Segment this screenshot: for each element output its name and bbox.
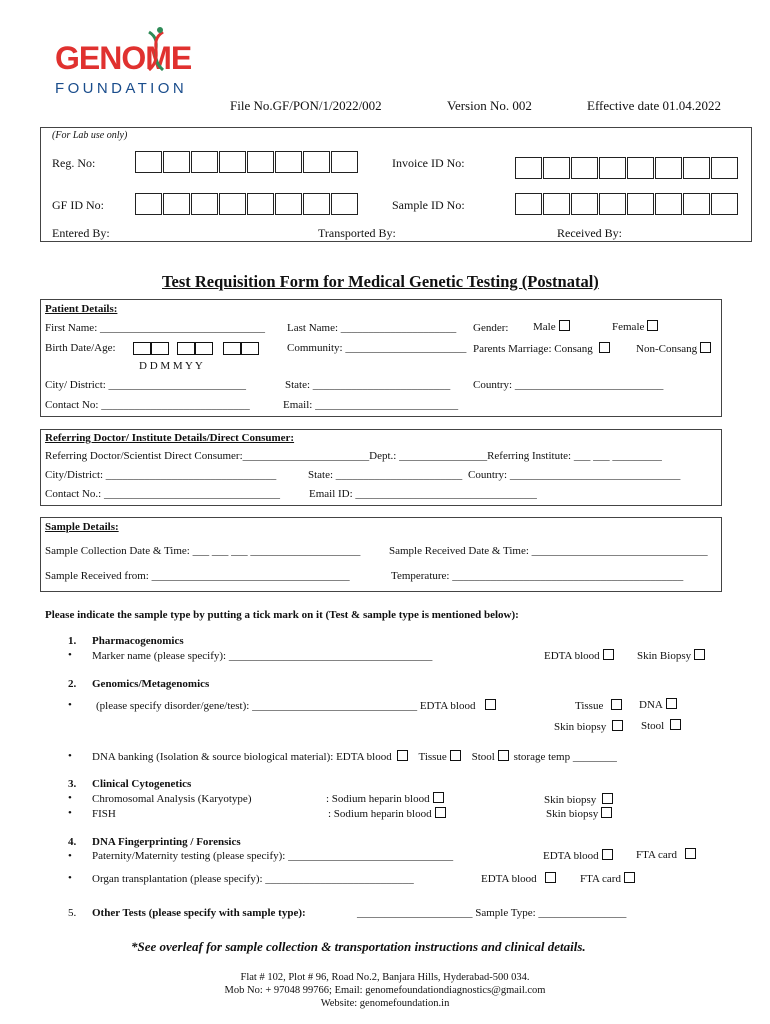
non-consang-option[interactable]: Non-Consang (636, 342, 711, 355)
lab-use-note: (For Lab use only) (52, 130, 128, 141)
karyotype-skin-checkbox[interactable] (602, 793, 613, 804)
received-datetime-field[interactable]: Sample Received Date & Time: ________________________________ (389, 545, 708, 557)
bullet: • (68, 649, 72, 661)
genomics-stool-checkbox[interactable] (670, 719, 681, 730)
organ-field[interactable]: Organ transplantation (please specify): ___________________________ (92, 873, 414, 885)
gender-label: Gender: (473, 322, 509, 334)
community-field[interactable]: Community: ______________________ (287, 342, 467, 354)
section-number: 5. (68, 907, 77, 919)
disorder-field[interactable]: (please specify disorder/gene/test): ______________________________ EDTA blood (96, 699, 496, 712)
paternity-fta-option[interactable]: FTA card (636, 848, 696, 861)
genomics-edta-checkbox[interactable] (485, 699, 496, 710)
genomics-heading: Genomics/Metagenomics (92, 678, 210, 690)
genomics-skin-option[interactable]: Skin biopsy (554, 720, 623, 733)
invoice-id-boxes[interactable] (515, 157, 739, 179)
reg-no-label: Reg. No: (52, 156, 96, 170)
sample-details-heading: Sample Details: (45, 521, 119, 533)
reg-no-boxes[interactable] (135, 151, 359, 173)
patient-details-heading: Patient Details: (45, 303, 118, 315)
genomics-tissue-option[interactable]: Tissue (575, 699, 622, 712)
fish-skin-checkbox[interactable] (601, 807, 612, 818)
bullet: • (68, 792, 72, 804)
banking-edta-checkbox[interactable] (397, 750, 408, 761)
gf-id-label: GF ID No: (52, 198, 105, 212)
gender-male[interactable]: Male (533, 320, 570, 333)
pharma-skin-option[interactable]: Skin Biopsy (637, 649, 705, 662)
karyotype-label: Chromosomal Analysis (Karyotype) (92, 793, 252, 805)
bullet: • (68, 807, 72, 819)
marker-name-field[interactable]: Marker name (please specify): _____________________________________ (92, 650, 433, 662)
pharma-skin-checkbox[interactable] (694, 649, 705, 660)
gender-female[interactable]: Female (612, 320, 658, 333)
lab-use-box (40, 127, 752, 242)
dna-helix-icon (143, 26, 169, 76)
footer-address: Flat # 102, Plot # 96, Road No.2, Banjara Hills, Hyderabad-500 034. (240, 972, 530, 983)
last-name-field[interactable]: Last Name: _____________________ (287, 322, 457, 334)
section-number: 1. (68, 635, 77, 647)
effective-date: Effective date 01.04.2022 (587, 98, 722, 113)
banking-stool-checkbox[interactable] (498, 750, 509, 761)
city-field[interactable]: City/ District: _________________________ (45, 379, 247, 391)
sample-id-boxes[interactable] (515, 193, 739, 215)
other-tests-field[interactable]: _____________________ Sample Type: ________________ (357, 907, 627, 919)
version-number: Version No. 002 (447, 98, 532, 113)
date-format-hint: D D M M Y Y (139, 360, 203, 372)
female-checkbox[interactable] (647, 320, 658, 331)
section-number: 4. (68, 836, 77, 848)
genomics-skin-checkbox[interactable] (612, 720, 623, 731)
genomics-stool-option[interactable]: Stool (641, 719, 681, 732)
collection-datetime-field[interactable]: Sample Collection Date & Time: ___ ___ ___ ____________________ (45, 545, 361, 557)
organ-edta-option[interactable]: EDTA blood (481, 872, 556, 885)
organ-fta-option[interactable]: FTA card (580, 872, 635, 885)
ref-email-field[interactable]: Email ID: _________________________________ (309, 488, 537, 500)
email-field[interactable]: Email: __________________________ (283, 399, 459, 411)
gf-id-boxes[interactable] (135, 193, 359, 215)
fish-sodium-option[interactable]: : Sodium heparin blood (328, 807, 446, 820)
karyotype-skin-option[interactable]: Skin biopsy (544, 793, 613, 806)
referring-heading: Referring Doctor/ Institute Details/Direct Consumer: (45, 432, 295, 444)
dna-banking-row[interactable]: DNA banking (Isolation & source biological material): EDTA blood Tissue Stool storage temp ________ (92, 751, 617, 763)
genomics-dna-checkbox[interactable] (666, 698, 677, 709)
banking-tissue-checkbox[interactable] (450, 750, 461, 761)
bullet: • (68, 872, 72, 884)
section-number: 3. (68, 778, 77, 790)
referring-doctor-field[interactable]: Referring Doctor/Scientist Direct Consumer:_______________________Dept.: ________________Referring Institute: ___ ___ _________ (45, 450, 662, 462)
form-title: Test Requisition Form for Medical Genetic Testing (Postnatal) (162, 272, 599, 291)
footer-website: Website: genomefoundation.in (320, 998, 450, 1009)
first-name-field[interactable]: First Name: ______________________________ (45, 322, 265, 334)
non-consang-checkbox[interactable] (700, 342, 711, 353)
other-tests-heading: Other Tests (please specify with sample type): (92, 907, 306, 919)
received-by-label: Received By: (557, 226, 622, 240)
forensics-heading: DNA Fingerprinting / Forensics (92, 836, 241, 848)
bullet: • (68, 699, 72, 711)
fish-label: FISH (92, 808, 116, 820)
consang-checkbox[interactable] (599, 342, 610, 353)
parents-marriage-consang[interactable]: Parents Marriage: Consang (473, 342, 610, 355)
genomics-tissue-checkbox[interactable] (611, 699, 622, 710)
country-field[interactable]: Country: ___________________________ (473, 379, 664, 391)
fish-skin-option[interactable]: Skin biopsy (546, 807, 612, 820)
invoice-id-label: Invoice ID No: (392, 156, 465, 170)
logo-wordmark: GENOME (55, 40, 192, 76)
ref-city-field[interactable]: City/District: _______________________________ (45, 469, 277, 481)
sample-id-label: Sample ID No: (392, 198, 465, 212)
paternity-edta-option[interactable]: EDTA blood (543, 849, 613, 862)
sample-type-instructions: Please indicate the sample type by putting a tick mark on it (Test & sample type is mentioned below): (45, 609, 519, 621)
paternity-fta-checkbox[interactable] (685, 848, 696, 859)
organ-edta-checkbox[interactable] (545, 872, 556, 883)
fish-sodium-checkbox[interactable] (435, 807, 446, 818)
birth-date-boxes[interactable] (133, 342, 259, 355)
paternity-field[interactable]: Paternity/Maternity testing (please specify): ______________________________ (92, 850, 454, 862)
ref-state-field[interactable]: State: _______________________ (308, 469, 463, 481)
paternity-edta-checkbox[interactable] (602, 849, 613, 860)
overleaf-note: *See overleaf for sample collection & transportation instructions and clinical details. (131, 939, 586, 954)
state-field[interactable]: State: _________________________ (285, 379, 451, 391)
bullet: • (68, 850, 72, 862)
cytogenetics-heading: Clinical Cytogenetics (92, 778, 192, 790)
karyotype-sodium-checkbox[interactable] (433, 792, 444, 803)
received-from-field[interactable]: Sample Received from: ____________________________________ (45, 570, 350, 582)
file-number: File No.GF/PON/1/2022/002 (230, 98, 382, 113)
karyotype-sodium-option[interactable]: : Sodium heparin blood (326, 792, 444, 805)
genomics-dna-option[interactable]: DNA (639, 698, 677, 711)
temperature-field[interactable]: Temperature: __________________________________________ (391, 570, 684, 582)
male-checkbox[interactable] (559, 320, 570, 331)
ref-country-field[interactable]: Country: _______________________________ (468, 469, 681, 481)
pharmacogenomics-heading: Pharmacogenomics (92, 635, 184, 647)
ref-contact-field[interactable]: Contact No.: ________________________________ (45, 488, 280, 500)
section-number: 2. (68, 678, 77, 690)
transported-by-label: Transported By: (318, 226, 396, 240)
contact-field[interactable]: Contact No: ___________________________ (45, 399, 250, 411)
bullet: • (68, 750, 72, 762)
logo-subtitle: FOUNDATION (55, 80, 188, 97)
pharma-edta-checkbox[interactable] (603, 649, 614, 660)
entered-by-label: Entered By: (52, 226, 110, 240)
pharma-edta-option[interactable]: EDTA blood (544, 649, 614, 662)
footer-contact: Mob No: + 97048 99766; Email: genomefoundationdiagnostics@gmail.com (224, 985, 546, 996)
organ-fta-checkbox[interactable] (624, 872, 635, 883)
birth-date-label: Birth Date/Age: (45, 342, 116, 354)
